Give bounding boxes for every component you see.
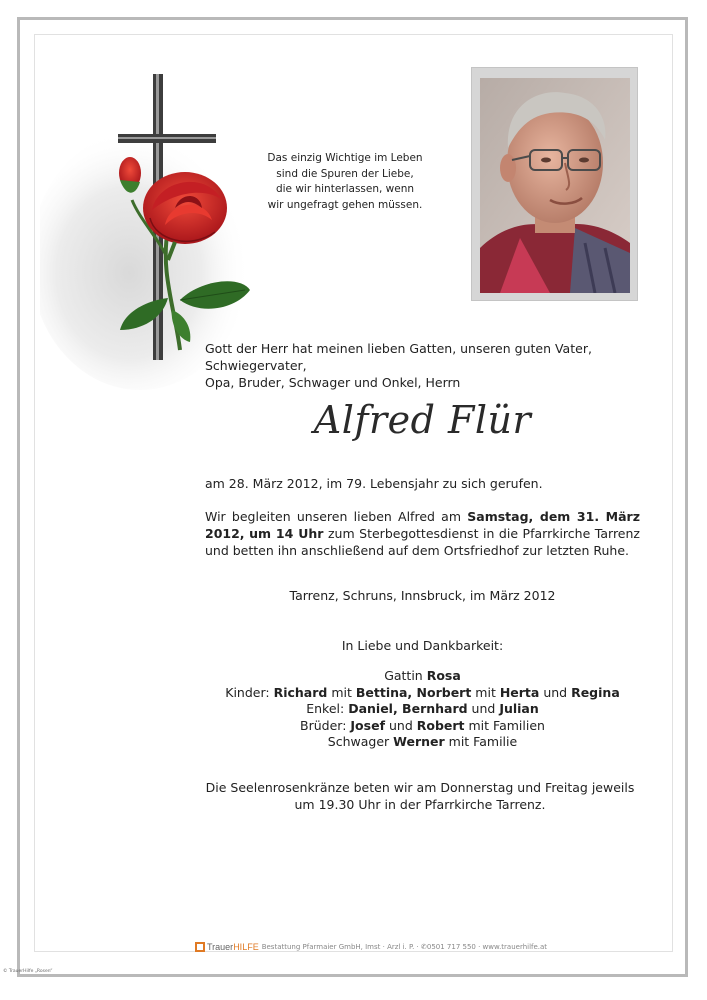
intro-line: Opa, Bruder, Schwager und Onkel, Herrn [205,375,461,390]
poem-line: wir ungefragt gehen müssen. [267,198,423,211]
poem-quote [240,151,450,213]
family-list [205,668,640,751]
family-line-brothers: Brüder: Josef und Robert mit Familien [300,717,545,733]
intro-line: Gott der Herr hat meinen lieben Gatten, unseren guten Vater, Schwiegervater, [205,341,592,373]
footer-imprint [195,942,555,952]
footer-text: Bestattung Pfarmaier GmbH, Imst · Arzl i. P. · ✆0501 717 550 · www.trauerhilfe.at [261,943,548,951]
thanks-heading: In Liebe und Dankbarkeit: [341,638,504,653]
funeral-time: um 14 Uhr [249,526,324,541]
copyright-note: © TrauerHilfe „Rosen“ [3,969,53,974]
family-line-children: Kinder: Richard mit Bettina, Norbert mit Herta und Regina [225,684,620,700]
rose-bloom [143,172,227,244]
place-date: Tarrenz, Schruns, Innsbruck, im März 2012 [289,588,556,603]
funeral-date: Samstag, dem 31. März 2012, [205,509,640,541]
rosary-notice [180,780,660,813]
trauerhilfe-logo-icon [195,942,205,952]
rosary-line: um 19.30 Uhr in der Pfarrkirche Tarrenz. [294,796,546,812]
funeral-text: zum Sterbegottesdienst in die Pfarrkirche Tarrenz und betten ihn anschließend auf dem Ortsfriedhof zur letzten Ruhe. [205,526,640,558]
poem-line: sind die Spuren der Liebe, [276,167,414,180]
portrait-frame [471,67,638,301]
funeral-text: Wir begleiten unseren lieben Alfred am [205,509,468,524]
funeral-details [205,508,640,559]
deceased-name: Alfred Flür [313,398,532,442]
death-date-text: am 28. März 2012, im 79. Lebensjahr zu sich gerufen. [205,476,543,491]
footer-brand-accent: HILFE [233,942,259,952]
rosary-line: Die Seelenrosenkränze beten wir am Donnerstag und Freitag jeweils [205,780,635,795]
footer-brand: Trauer [207,942,234,952]
family-line-grandchildren: Enkel: Daniel, Bernhard und Julian [306,701,539,716]
poem-line: die wir hinterlassen, wenn [275,183,415,195]
family-line-brother-in-law: Schwager Werner mit Familie [327,734,518,749]
family-line-wife: Gattin Rosa [384,668,461,683]
poem-line: Das einzig Wichtige im Leben [267,152,423,164]
intro-text [205,340,645,391]
portrait-photo [480,78,630,293]
